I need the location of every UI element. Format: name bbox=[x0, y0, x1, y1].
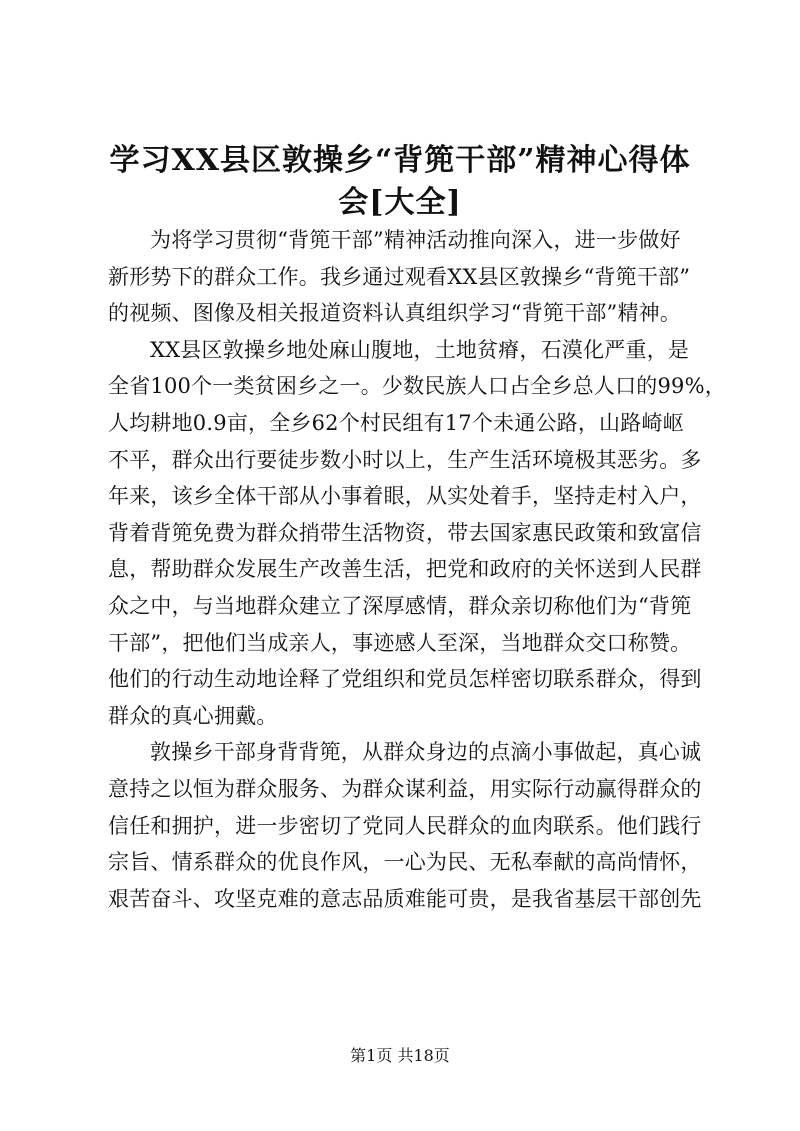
paragraph-line: 的视频、图像及相关报道资料认真组织学习“背篼干部”精神。 bbox=[108, 301, 682, 326]
document-body bbox=[108, 222, 726, 917]
paragraph-line: 年来，该乡全体干部从小事着眼，从实处着手，坚持走村入户， bbox=[108, 484, 702, 509]
document-title bbox=[100, 140, 700, 224]
paragraph-line: 干部”，把他们当成亲人，事迹感人至深，当地群众交口称赞。 bbox=[108, 630, 692, 655]
paragraph-line: 人均耕地0.9亩，全乡62个村民组有17个未通公路，山路崎岖 bbox=[108, 410, 684, 435]
paragraph-line: 为将学习贯彻“背篼干部”精神活动推向深入，进一步做好 bbox=[150, 228, 681, 252]
paragraph-line: 不平，群众出行要徒步数小时以上，生产生活环境极其恶劣。多 bbox=[108, 447, 702, 472]
title-line: 学习XX县区敦操乡“背篼干部”精神心得体 bbox=[109, 143, 691, 178]
paragraph-line: 敦操乡干部身背背篼，从群众身边的点滴小事做起，真心诚 bbox=[150, 740, 702, 765]
paragraph-line: 众之中，与当地群众建立了深厚感情，群众亲切称他们为“背篼 bbox=[108, 593, 692, 618]
paragraph-line: 新形势下的群众工作。我乡通过观看XX县区敦操乡“背篼干部” bbox=[108, 264, 691, 289]
page-number-footer: 第1页 共18页 bbox=[350, 1046, 450, 1065]
paragraph-line: XX县区敦操乡地处麻山腹地，土地贫瘠，石漠化严重，是 bbox=[150, 337, 690, 362]
paragraph-line: 息，帮助群众发展生产改善生活，把党和政府的关怀送到人民群 bbox=[108, 557, 702, 582]
paragraph-line: 宗旨、情系群众的优良作风，一心为民、无私奉献的高尚情怀， bbox=[108, 850, 702, 875]
paragraph-line: 群众的真心拥戴。 bbox=[108, 703, 278, 728]
paragraph-line: 他们的行动生动地诠释了党组织和党员怎样密切联系群众，得到 bbox=[108, 667, 702, 692]
paragraph-line: 艰苦奋斗、攻坚克难的意志品质难能可贵，是我省基层干部创先 bbox=[108, 886, 702, 911]
paragraph-line: 全省100个一类贫困乡之一。少数民族人口占全乡总人口的99%， bbox=[108, 374, 726, 399]
paragraph-line: 信任和拥护，进一步密切了党同人民群众的血肉联系。他们践行 bbox=[108, 813, 702, 838]
title-line: 会[大全] bbox=[338, 185, 462, 220]
paragraph-line: 背着背篼免费为群众捎带生活物资，带去国家惠民政策和致富信 bbox=[108, 520, 702, 545]
paragraph-line: 意持之以恒为群众服务、为群众谋利益，用实际行动赢得群众的 bbox=[108, 776, 702, 801]
